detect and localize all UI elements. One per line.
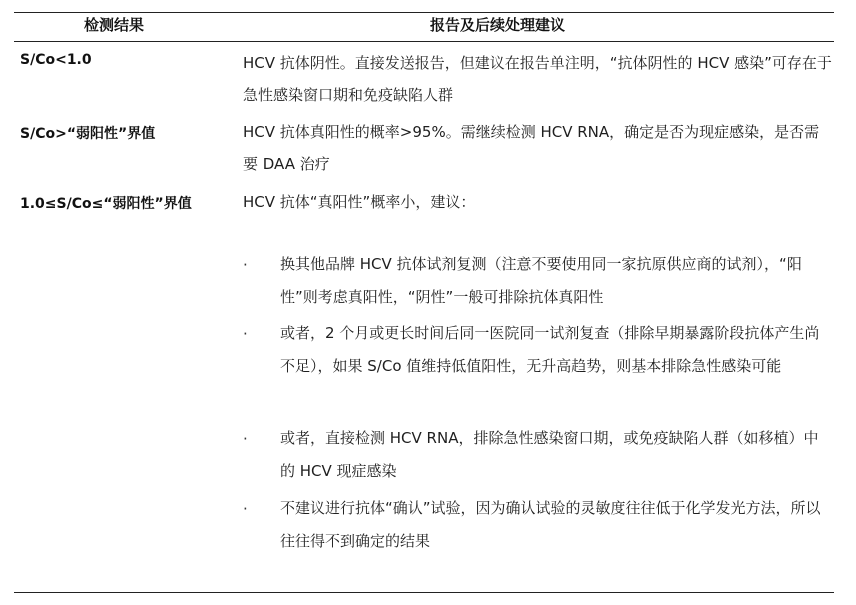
row-label-strong-positive: S/Co>“弱阳性”界值 bbox=[20, 126, 156, 142]
bullet-marker: · bbox=[243, 325, 248, 343]
row-advice-strong-positive: HCV 抗体真阳性的概率>95%。需继续检测 HCV RNA，确定是否为现症感染，是否需要 DAA 治疗 bbox=[243, 123, 820, 173]
bullet-marker: · bbox=[243, 256, 248, 274]
bullet-marker: · bbox=[243, 500, 248, 518]
list-item: 不建议进行抗体“确认”试验，因为确认试验的灵敏度往往低于化学发光方法，所以往往得不到确定的结果 bbox=[280, 499, 821, 550]
row-label-weak-positive: 1.0≤S/Co≤“弱阳性”界值 bbox=[20, 196, 192, 212]
header-test-result: 检测结果 bbox=[84, 16, 145, 34]
list-item: 或者，直接检测 HCV RNA，排除急性感染窗口期，或免疫缺陷人群（如移植）中的 HCV 现症感染 bbox=[280, 429, 819, 480]
table-top-rule bbox=[14, 12, 834, 13]
table-header-rule bbox=[14, 41, 834, 42]
table-bottom-rule bbox=[14, 592, 834, 593]
row-advice-negative: HCV 抗体阴性。直接发送报告，但建议在报告单注明，“抗体阴性的 HCV 感染”可存在于急性感染窗口期和免疫缺陷人群 bbox=[243, 54, 832, 104]
list-item: 换其他品牌 HCV 抗体试剂复测（注意不要使用同一家抗原供应商的试剂），“阳性”则考虑真阳性，“阴性”一般可排除抗体真阳性 bbox=[280, 255, 802, 306]
row-advice-weak-positive: HCV 抗体“真阳性”概率小，建议： bbox=[243, 193, 476, 211]
list-item: 或者，2 个月或更长时间后同一医院同一试剂复查（排除早期暴露阶段抗体产生尚不足），如果 S/Co 值维持低值阳性，无升高趋势，则基本排除急性感染可能 bbox=[280, 324, 820, 375]
bullet-marker: · bbox=[243, 430, 248, 448]
header-report-advice: 报告及后续处理建议 bbox=[430, 16, 566, 34]
row-label-negative: S/Co<1.0 bbox=[20, 52, 92, 68]
